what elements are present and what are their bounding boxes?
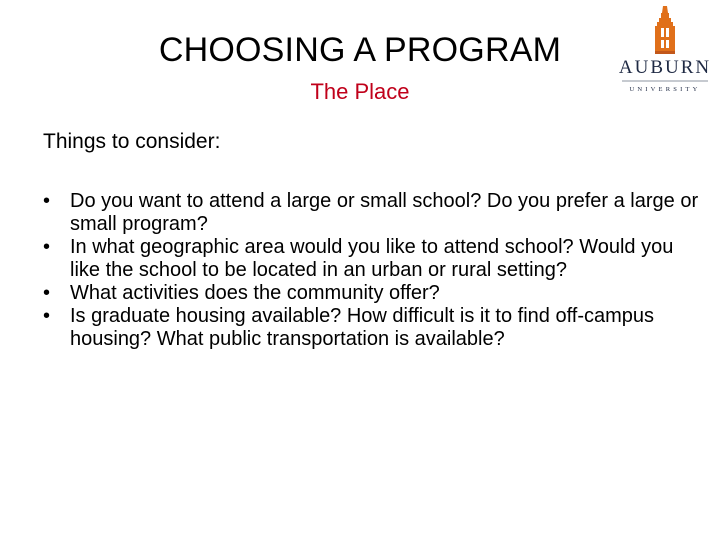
page-title: CHOOSING A PROGRAM — [158, 31, 562, 69]
bullet-text: What activities does the community offer? — [70, 282, 440, 304]
logo-wordmark: AUBURN — [618, 57, 712, 78]
page-subtitle: The Place — [310, 79, 410, 104]
bullet-icon: • — [43, 305, 51, 327]
bullet-list — [43, 190, 703, 351]
bullet-item — [43, 236, 703, 282]
bullet-icon: • — [43, 190, 51, 212]
bullet-icon: • — [43, 282, 51, 304]
bullet-item — [43, 305, 703, 351]
bullet-item — [43, 190, 703, 236]
bullet-text: Is graduate housing available? How difficult is it to find off-campus housing? What public transportation is available? — [70, 305, 655, 350]
bullet-item — [43, 282, 703, 305]
tower-icon — [612, 4, 718, 96]
bullet-text: Do you want to attend a large or small school? Do you prefer a large or small program? — [70, 190, 699, 235]
lead-text: Things to consider: — [43, 130, 221, 153]
bullet-icon: • — [43, 236, 51, 258]
logo-subtitle: UNIVERSITY — [629, 86, 701, 93]
bullet-text: In what geographic area would you like to attend school? Would you like the school to be located in an urban or rural setting? — [70, 236, 674, 281]
